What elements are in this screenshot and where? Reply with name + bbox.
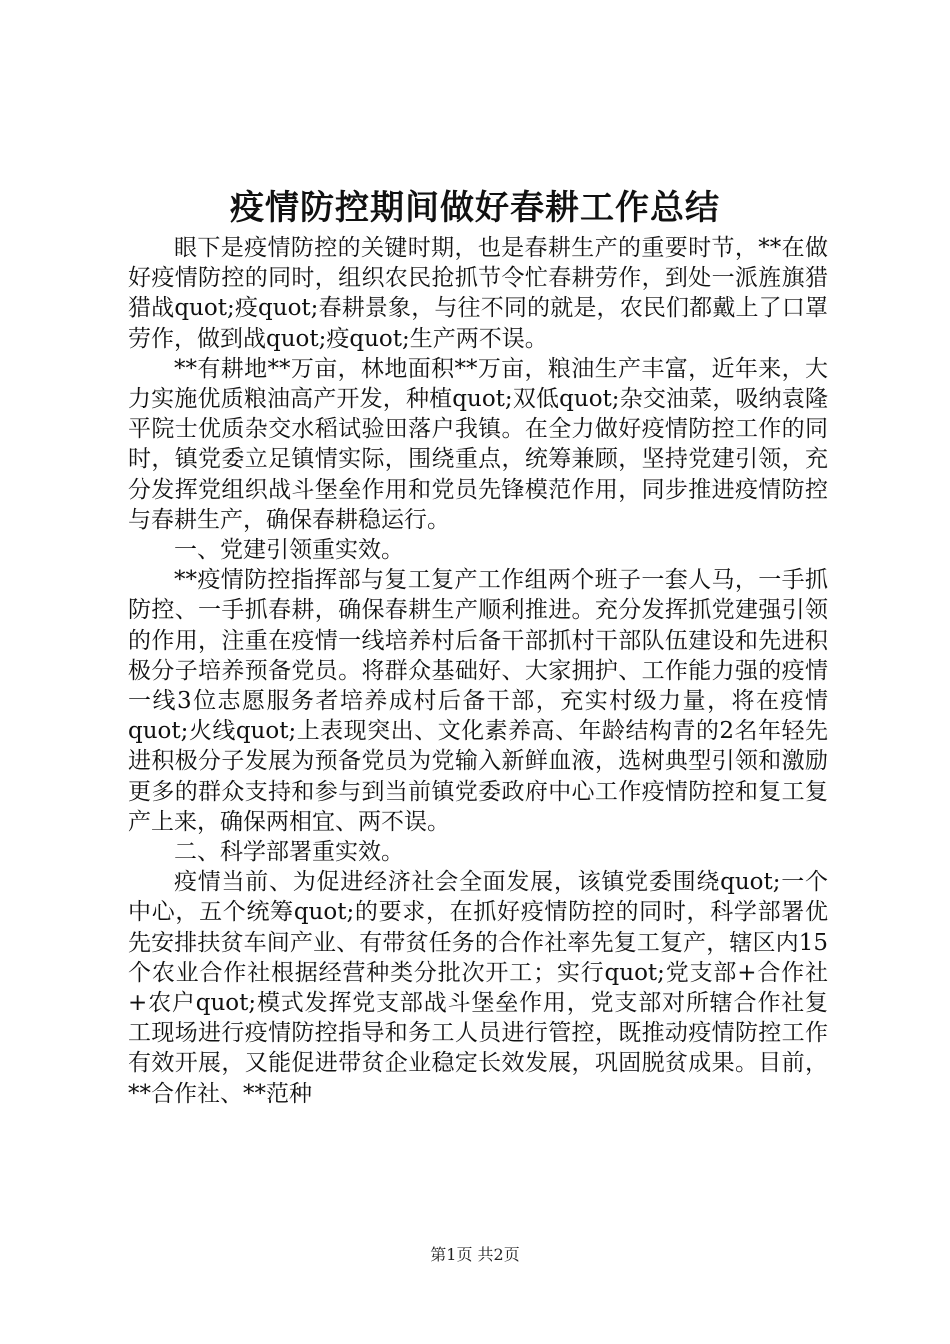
- paragraph-scientific-deployment: 疫情当前、为促进经济社会全面发展，该镇党委围绕quot;一个中心，五个统筹quot;的要求，在抓好疫情防控的同时，科学部署优先安排扶贫车间产业、有带贫任务的合作社率先复工复产，辖区内15个农业合作社根据经营种类分批次开工；实行quot;党支部+合作社+农户quot;模式发挥党支部战斗堡垒作用，党支部对所辖合作社复工现场进行疫情防控指导和务工人员进行管控，既推动疫情防控工作有效开展，又能促进带贫企业稳定长效发展，巩固脱贫成果。目前，**合作社、**范种: [128, 869, 828, 1107]
- paragraph-intro: 眼下是疫情防控的关键时期，也是春耕生产的重要时节，**在做好疫情防控的同时，组织农民抢抓节令忙春耕劳作，到处一派旌旗猎猎战quot;疫quot;春耕景象，与往不同的就是，农民们都戴上了口罩劳作，做到战quot;疫quot;生产两不误。: [128, 235, 828, 352]
- section-heading-party-building: 一、党建引领重实效。: [174, 537, 404, 564]
- document-body: [128, 233, 828, 1109]
- section-heading-scientific-deployment: 二、科学部署重实效。: [174, 839, 404, 866]
- paragraph-party-building: **疫情防控指挥部与复工复产工作组两个班子一套人马，一手抓防控、一手抓春耕，确保春耕生产顺利推进。充分发挥抓党建强引领的作用，注重在疫情一线培养村后备干部抓村干部队伍建设和先进积极分子培养预备党员。将群众基础好、大家拥护、工作能力强的疫情一线3位志愿服务者培养成村后备干部，充实村级力量，将在疫情quot;火线quot;上表现突出、文化素养高、年龄结构青的2名年轻先进积极分子发展为预备党员为党输入新鲜血液，选树典型引领和激励更多的群众支持和参与到当前镇党委政府中心工作疫情防控和复工复产上来，确保两相宜、两不误。: [128, 567, 828, 835]
- document-title: 疫情防控期间做好春耕工作总结: [230, 188, 720, 228]
- paragraph-overview: **有耕地**万亩，林地面积**万亩，粮油生产丰富，近年来，大力实施优质粮油高产开发，种植quot;双低quot;杂交油菜，吸纳袁隆平院士优质杂交水稻试验田落户我镇。在全力做好疫情防控工作的同时，镇党委立足镇情实际，围绕重点，统筹兼顾，坚持党建引领，充分发挥党组织战斗堡垒作用和党员先锋模范作用，同步推进疫情防控与春耕生产，确保春耕稳运行。: [128, 355, 828, 533]
- page-footer: 第1页 共2页: [430, 1245, 520, 1264]
